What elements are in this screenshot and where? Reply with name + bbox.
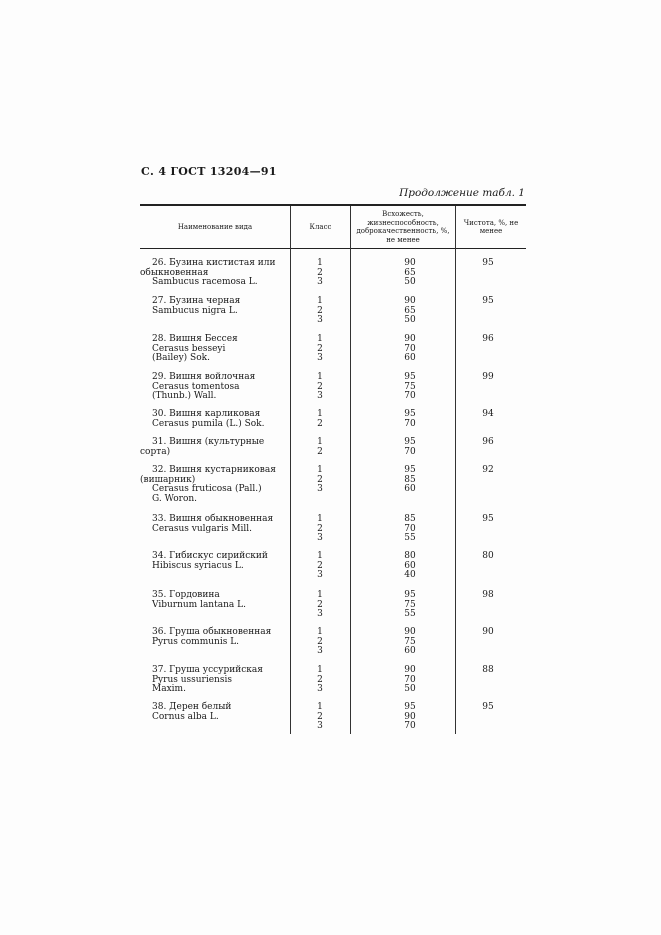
classes-value: 1 xyxy=(317,437,323,447)
germination-value: 65 xyxy=(404,305,416,316)
classes-cell xyxy=(308,628,332,657)
germination-value: 60 xyxy=(404,484,416,495)
classes-value: 2 xyxy=(317,674,323,685)
classes-value: 3 xyxy=(317,391,323,402)
germination-value: 90 xyxy=(404,711,416,722)
classes-value: 3 xyxy=(317,484,323,495)
species-name xyxy=(140,259,290,288)
germination-cell xyxy=(398,259,422,288)
species-name-line: (вишарник) xyxy=(140,474,196,485)
species-name-line: сорта) xyxy=(140,446,171,457)
germination-cell xyxy=(398,335,422,364)
classes-cell xyxy=(308,297,332,326)
germination-value: 95 xyxy=(404,409,416,419)
germination-value: 95 xyxy=(404,372,416,382)
germination-cell xyxy=(398,466,422,495)
classes-value: 1 xyxy=(317,627,323,637)
species-name xyxy=(140,438,290,457)
germination-value: 95 xyxy=(404,590,416,600)
germination-cell xyxy=(398,591,422,620)
species-name-line: 33. Вишня обыкновенная xyxy=(152,514,274,524)
germination-value: 95 xyxy=(404,702,416,712)
species-name-line: Cerasus fruticosa (Pall.) xyxy=(152,484,262,495)
germination-value: 85 xyxy=(404,514,416,524)
classes-value: 1 xyxy=(317,334,323,344)
species-name-line: 27. Бузина черная xyxy=(152,296,241,306)
species-name-line: 26. Бузина кистистая или xyxy=(152,258,276,268)
column-header-class: Класс xyxy=(309,222,332,231)
classes-cell xyxy=(308,666,332,695)
classes-value: 2 xyxy=(317,305,323,316)
species-name-line: Cerasus pumila (L.) Sok. xyxy=(152,418,265,429)
column-header-name: Наименование вида xyxy=(177,222,253,231)
species-name-line: Cornus alba L. xyxy=(152,711,219,722)
germination-cell xyxy=(398,410,422,429)
classes-cell xyxy=(308,466,332,495)
classes-cell xyxy=(308,259,332,288)
classes-cell xyxy=(308,335,332,364)
germination-value: 75 xyxy=(404,599,416,610)
species-name xyxy=(140,515,290,534)
germination-cell xyxy=(398,373,422,402)
classes-cell xyxy=(308,552,332,581)
purity-value: 95 xyxy=(482,702,494,712)
classes-value: 1 xyxy=(317,551,323,561)
germination-value: 55 xyxy=(404,609,416,620)
column-header-purity: Чистота, %, не менее xyxy=(463,218,519,235)
germination-value: 75 xyxy=(404,381,416,392)
species-name-line: Sambucus racemosa L. xyxy=(152,277,258,288)
germination-value: 50 xyxy=(404,277,416,288)
classes-value: 1 xyxy=(317,296,323,306)
column-divider xyxy=(455,206,456,734)
germination-cell xyxy=(398,552,422,581)
header-bottom-rule xyxy=(140,248,526,249)
purity-value: 95 xyxy=(482,258,494,268)
purity-value: 95 xyxy=(482,296,494,306)
germination-value: 65 xyxy=(404,267,416,278)
species-name xyxy=(140,666,290,695)
classes-value: 2 xyxy=(317,381,323,392)
germination-cell xyxy=(398,297,422,326)
germination-value: 70 xyxy=(404,674,416,685)
page-header: С. 4 ГОСТ 13204—91 xyxy=(141,165,277,178)
species-name-line: Viburnum lantana L. xyxy=(152,599,246,610)
germination-value: 70 xyxy=(404,343,416,354)
species-name xyxy=(140,703,290,722)
germination-value: 85 xyxy=(404,474,416,485)
classes-value: 2 xyxy=(317,711,323,722)
classes-value: 3 xyxy=(317,609,323,620)
species-name-line: 35. Гордовина xyxy=(152,590,220,600)
classes-value: 2 xyxy=(317,636,323,647)
species-name-line: Pyrus communis L. xyxy=(152,636,240,647)
species-name-line: Cerasus besseyi xyxy=(152,343,226,354)
classes-value: 2 xyxy=(317,418,323,429)
germination-value: 95 xyxy=(404,437,416,447)
species-name-line: 38. Дерен белый xyxy=(152,702,232,712)
species-name-line: Pyrus ussuriensis xyxy=(152,674,232,685)
classes-value: 3 xyxy=(317,533,323,544)
germination-value: 40 xyxy=(404,570,416,581)
species-name xyxy=(140,335,290,364)
germination-value: 60 xyxy=(404,646,416,657)
classes-value: 3 xyxy=(317,646,323,657)
germination-value: 90 xyxy=(404,665,416,675)
germination-value: 70 xyxy=(404,391,416,402)
species-name-line: Cerasus tomentosa xyxy=(152,381,240,392)
classes-value: 2 xyxy=(317,343,323,354)
species-name-line: 37. Груша уссурийская xyxy=(152,665,263,675)
species-name-line: G. Woron. xyxy=(152,493,198,504)
column-divider xyxy=(290,206,291,734)
classes-value: 1 xyxy=(317,665,323,675)
germination-value: 90 xyxy=(404,296,416,306)
germination-value: 90 xyxy=(404,627,416,637)
germination-value: 90 xyxy=(404,258,416,268)
classes-value: 1 xyxy=(317,465,323,475)
purity-value: 88 xyxy=(482,665,494,675)
classes-value: 3 xyxy=(317,684,323,695)
germination-cell xyxy=(398,438,422,457)
classes-value: 1 xyxy=(317,514,323,524)
germination-value: 50 xyxy=(404,315,416,326)
classes-cell xyxy=(308,703,332,732)
species-name-line: 31. Вишня (культурные xyxy=(152,437,265,447)
species-name xyxy=(140,552,290,571)
classes-value: 1 xyxy=(317,372,323,382)
germination-value: 60 xyxy=(404,560,416,571)
species-name-line: 30. Вишня карликовая xyxy=(152,409,261,419)
classes-value: 3 xyxy=(317,315,323,326)
purity-value: 96 xyxy=(482,334,494,344)
classes-cell xyxy=(308,515,332,544)
species-name-line: Cerasus vulgaris Mill. xyxy=(152,523,253,534)
classes-value: 2 xyxy=(317,474,323,485)
classes-cell xyxy=(308,410,332,429)
purity-value: 90 xyxy=(482,627,494,637)
species-name xyxy=(140,373,290,402)
germination-value: 70 xyxy=(404,418,416,429)
purity-value: 96 xyxy=(482,437,494,447)
germination-value: 80 xyxy=(404,551,416,561)
purity-value: 94 xyxy=(482,409,494,419)
germination-cell xyxy=(398,628,422,657)
species-name-line: 28. Вишня Бессея xyxy=(152,334,238,344)
classes-value: 3 xyxy=(317,277,323,288)
germination-value: 75 xyxy=(404,636,416,647)
species-name-line: 32. Вишня кустарниковая xyxy=(152,465,276,475)
species-name xyxy=(140,297,290,316)
purity-value: 95 xyxy=(482,514,494,524)
classes-cell xyxy=(308,438,332,457)
species-name-line: (Bailey) Sok. xyxy=(152,353,210,364)
species-name xyxy=(140,591,290,610)
species-name-line: (Thunb.) Wall. xyxy=(152,391,217,402)
species-name-line: обыкновенная xyxy=(140,267,209,278)
species-name-line: 34. Гибискус сирийский xyxy=(152,551,268,561)
purity-value: 92 xyxy=(482,465,494,475)
classes-value: 3 xyxy=(317,570,323,581)
purity-value: 99 xyxy=(482,372,494,382)
classes-value: 1 xyxy=(317,258,323,268)
classes-value: 2 xyxy=(317,446,323,457)
classes-value: 3 xyxy=(317,353,323,364)
column-header-germination: Всхожесть, жизнеспособность, доброкачественность, %, не менее xyxy=(356,210,450,244)
column-divider xyxy=(350,206,351,734)
germination-value: 70 xyxy=(404,721,416,732)
germination-value: 55 xyxy=(404,533,416,544)
classes-value: 1 xyxy=(317,702,323,712)
purity-value: 80 xyxy=(482,551,494,561)
germination-cell xyxy=(398,666,422,695)
species-name xyxy=(140,410,290,429)
classes-value: 1 xyxy=(317,590,323,600)
germination-value: 90 xyxy=(404,334,416,344)
classes-value: 2 xyxy=(317,599,323,610)
species-name-line: 36. Груша обыкновенная xyxy=(152,627,272,637)
germination-value: 50 xyxy=(404,684,416,695)
classes-value: 3 xyxy=(317,721,323,732)
species-name xyxy=(140,466,290,504)
species-name-line: Hibiscus syriacus L. xyxy=(152,560,244,571)
species-name-line: Sambucus nigra L. xyxy=(152,305,238,316)
germination-value: 60 xyxy=(404,353,416,364)
germination-value: 70 xyxy=(404,446,416,457)
species-name-line: Maxim. xyxy=(152,684,186,695)
classes-value: 2 xyxy=(317,560,323,571)
germination-cell xyxy=(398,515,422,544)
germination-cell xyxy=(398,703,422,732)
species-name-line: 29. Вишня войлочная xyxy=(152,372,256,382)
germination-value: 95 xyxy=(404,465,416,475)
classes-cell xyxy=(308,373,332,402)
classes-value: 2 xyxy=(317,523,323,534)
classes-cell xyxy=(308,591,332,620)
table-continuation-label: Продолжение табл. 1 xyxy=(399,187,525,199)
classes-value: 2 xyxy=(317,267,323,278)
classes-value: 1 xyxy=(317,409,323,419)
purity-value: 98 xyxy=(482,590,494,600)
germination-value: 70 xyxy=(404,523,416,534)
species-name xyxy=(140,628,290,647)
